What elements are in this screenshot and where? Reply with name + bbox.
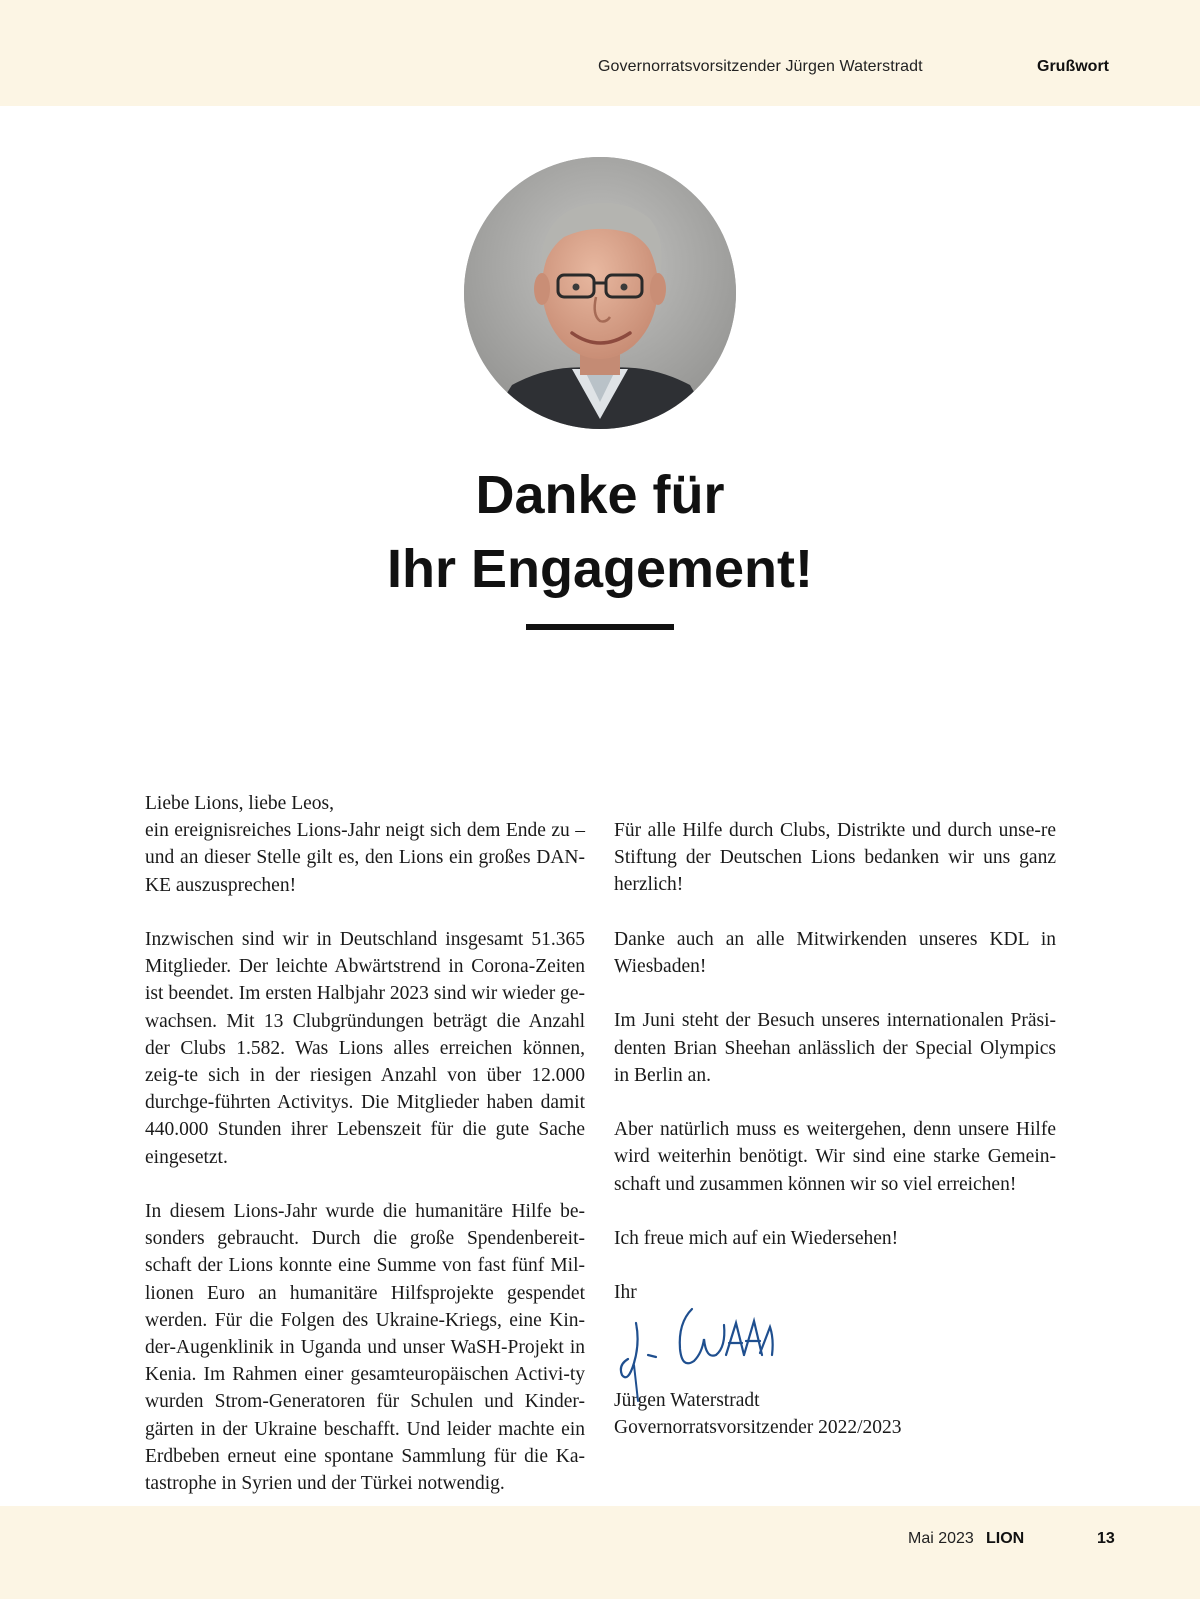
letter-paragraph: In diesem Lions-Jahr wurde die humanitäre Hilfe be-sonders gebraucht. Durch die große Spendenbereit-schaft der Lions konnte eine Summe von fast fünf Mil-lionen Euro an humanitäre Hilfsprojekte gespendet werden. Für die Folgen des Ukraine-Kriegs, eine Kin-der-Augenklinik in Uganda und unser WaSH-Projekt in Kenia. Im Rahmen einer gesamteuropäischen Activi-ty wurden Strom-Generatoren für Schulen und Kinder-gärten in der Ukraine beschafft. Und leider machte ein Erdbeben erneut eine spontane Sammlung für die Ka-tastrophe in Syrien und der Türkei notwendig. <box>145 1201 585 1495</box>
letter-paragraph: Im Juni steht der Besuch unseres internationalen Präsi-denten Brian Sheehan anlässlich der Special Olympics in Berlin an. <box>614 1010 1056 1086</box>
footer-magazine-name: LION <box>986 1530 1025 1547</box>
headline-divider <box>526 624 674 630</box>
headline-line-2: Ihr Engagement! <box>386 539 814 599</box>
letter-column-right <box>614 817 1056 1441</box>
letter-paragraph: ein ereignisreiches Lions-Jahr neigt sich dem Ende zu – und an dieser Stelle gilt es, den Lions ein großes DAN-KE auszusprechen! <box>145 820 585 896</box>
letter-closing: Ihr <box>614 1282 637 1304</box>
portrait-illustration <box>464 157 736 429</box>
letter-paragraph: Inzwischen sind wir in Deutschland insgesamt 51.365 Mitglieder. Der leichte Abwärtstrend in Corona-Zeiten ist beendet. Im ersten Halbjahr 2023 sind wir wieder ge-wachsen. Mit 13 Clubgründungen beträgt die Anzahl der Clubs 1.582. Was Lions alles erreichen können, zeig-te sich in der riesigen Anzahl von über 12.000 durchge-führten Activitys. Die Mitglieder haben damit 440.000 Stunden ihrer Lebenszeit für die gute Sache eingesetzt. <box>145 929 585 1168</box>
letter-paragraph: Danke auch an alle Mitwirkenden unseres KDL in Wiesbaden! <box>614 928 1056 977</box>
headline-line-1: Danke für <box>475 465 725 525</box>
header-section-label: Grußwort <box>1037 58 1109 75</box>
letter-paragraph: Aber natürlich muss es weitergehen, denn unsere Hilfe wird weiterhin benötigt. Wir sind eine starke Gemein-schaft und zusammen können wir so viel erreichen! <box>614 1119 1056 1195</box>
signer-role: Governorratsvorsitzender 2022/2023 <box>614 1416 902 1438</box>
signer-name: Jürgen Waterstradt <box>614 1389 760 1411</box>
header-subtitle: Governorratsvorsitzender Jürgen Waterstradt <box>598 58 923 75</box>
footer-issue-date: Mai 2023 <box>908 1530 974 1547</box>
letter-paragraph: Für alle Hilfe durch Clubs, Distrikte und durch unse-re Stiftung der Deutschen Lions bedanken wir uns ganz herzlich! <box>614 820 1056 896</box>
footer-band <box>0 1506 1200 1599</box>
headline <box>300 458 900 606</box>
header-band <box>0 0 1200 106</box>
letter-column-left <box>145 790 585 1524</box>
letter-paragraph: Ich freue mich auf ein Wiedersehen! <box>614 1227 899 1249</box>
portrait-photo <box>464 157 736 429</box>
letter-greeting: Liebe Lions, liebe Leos, <box>145 793 334 814</box>
page-number: 13 <box>1097 1530 1115 1547</box>
handwritten-signature-icon <box>614 1303 1056 1399</box>
